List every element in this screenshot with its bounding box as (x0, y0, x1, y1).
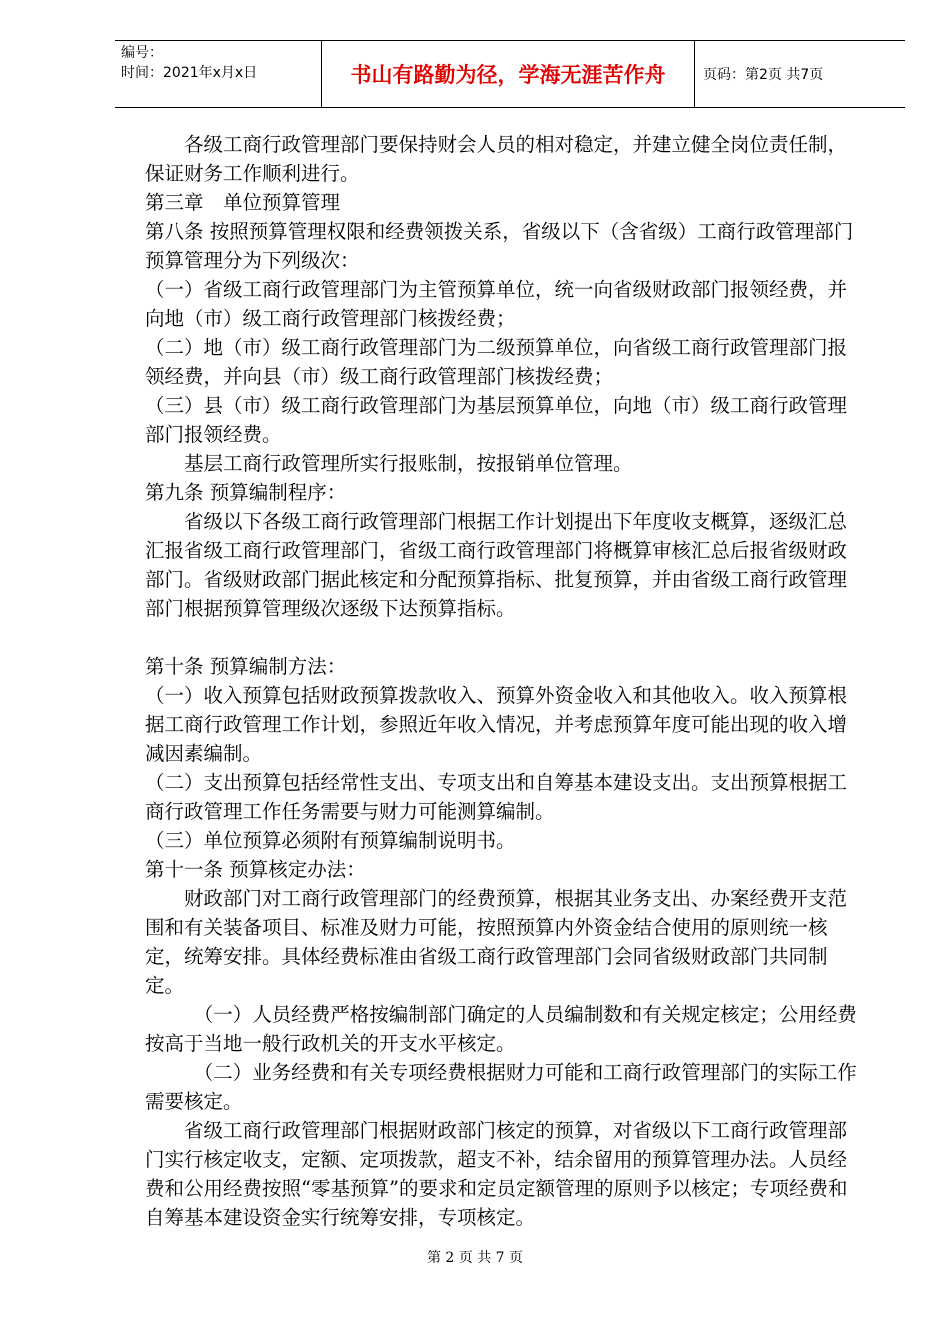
header-motto: 书山有路勤为径，学海无涯苦作舟 (322, 41, 695, 108)
paragraph: （一）收入预算包括财政预算拨款收入、预算外资金收入和其他收入。收入预算根据工商行政管理工作计划，参照近年收入情况，并考虑预算年度可能出现的收入增减因素编制。 (145, 684, 848, 765)
paragraph: （三）县（市）级工商行政管理部门为基层预算单位，向地（市）级工商行政管理部门报领经费。 (145, 394, 848, 446)
paragraph: 省级工商行政管理部门根据财政部门核定的预算，对省级以下工商行政管理部门实行核定收支，定额、定项拨款，超支不补，结余留用的预算管理办法。人员经费和公用经费按照“零基预算”的要求和定员定额管理的原则予以核定；专项经费和自筹基本建设资金实行统筹安排，专项核定。 (145, 1119, 848, 1229)
paragraph: 各级工商行政管理部门要保持财会人员的相对稳定，并建立健全岗位责任制，保证财务工作顺利进行。 (145, 133, 848, 185)
header-page-number: 页码：第2页 共7页 (695, 41, 906, 108)
paragraph: （二）地（市）级工商行政管理部门为二级预算单位，向省级工商行政管理部门报领经费，并向县（市）级工商行政管理部门核拨经费； (145, 336, 848, 388)
paragraph: 基层工商行政管理所实行报账制，按报销单位管理。 (184, 452, 633, 475)
document-body (145, 130, 865, 1232)
paragraph: 第八条 按照预算管理权限和经费领拨关系，省级以下（含省级）工商行政管理部门预算管理分为下列级次： (145, 220, 854, 272)
header-meta (115, 41, 322, 108)
paragraph: 第三章 单位预算管理 (145, 191, 341, 214)
document-number-label: 编号： (121, 45, 163, 61)
paragraph: （二）业务经费和有关专项经费根据财力可能和工商行政管理部门的实际工作需要核定。 (145, 1061, 857, 1113)
paragraph: （二）支出预算包括经常性支出、专项支出和自筹基本建设支出。支出预算根据工商行政管理工作任务需要与财力可能测算编制。 (145, 771, 848, 823)
paragraph-gap (145, 623, 865, 652)
document-header (115, 40, 905, 108)
paragraph: 第十条 预算编制方法： (145, 655, 347, 678)
paragraph: 财政部门对工商行政管理部门的经费预算，根据其业务支出、办案经费开支范围和有关装备项目、标准及财力可能，按照预算内外资金结合使用的原则统一核定，统筹安排。具体经费标准由省级工商行政管理部门会同省级财政部门共同制定。 (145, 887, 848, 997)
paragraph: 第九条 预算编制程序： (145, 481, 347, 504)
paragraph: （三）单位预算必须附有预算编制说明书。 (145, 829, 516, 852)
paragraph: 第十一条 预算核定办法： (145, 858, 366, 881)
paragraph: （一）省级工商行政管理部门为主管预算单位，统一向省级财政部门报领经费，并向地（市）级工商行政管理部门核拨经费； (145, 278, 848, 330)
paragraph: （一）人员经费严格按编制部门确定的人员编制数和有关规定核定；公用经费按高于当地一般行政机关的开支水平核定。 (145, 1003, 857, 1055)
document-time-label: 时间：2021年x月x日 (121, 65, 258, 81)
page-footer: 第 2 页 共 7 页 (426, 1250, 524, 1266)
paragraph: 省级以下各级工商行政管理部门根据工作计划提出下年度收支概算，逐级汇总汇报省级工商行政管理部门，省级工商行政管理部门将概算审核汇总后报省级财政部门。省级财政部门据此核定和分配预算指标、批复预算，并由省级工商行政管理部门根据预算管理级次逐级下达预算指标。 (145, 510, 848, 620)
